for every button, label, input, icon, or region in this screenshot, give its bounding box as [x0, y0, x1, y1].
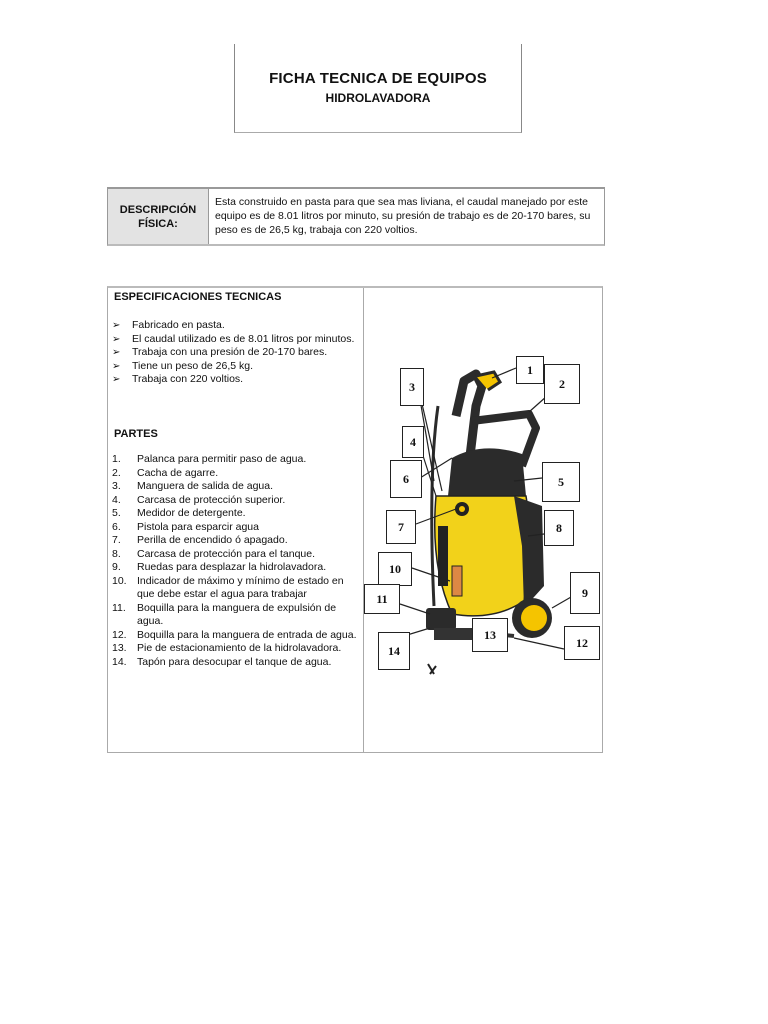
wheel-hub	[521, 605, 547, 631]
spec-item	[112, 319, 357, 333]
yellow-body	[435, 496, 530, 616]
description-label-line2: FÍSICA:	[138, 217, 178, 230]
part-number: 3.	[112, 480, 121, 492]
part-text: Medidor de detergente.	[137, 507, 246, 519]
part-number: 6.	[112, 520, 121, 533]
part-item	[112, 561, 360, 575]
callout-8: 8	[544, 510, 574, 546]
callout-9: 9	[570, 572, 600, 614]
part-number: 5.	[112, 507, 121, 519]
rotation-arrow-glyph	[428, 664, 436, 674]
part-item	[112, 548, 360, 562]
bullet-arrow-icon: ➢	[112, 320, 121, 331]
part-number: 2.	[112, 466, 121, 479]
callout-3: 3	[400, 368, 424, 406]
part-text: Tapón para desocupar el tanque de agua.	[137, 655, 332, 668]
description-text: Esta construido en pasta para que sea mas liviana, el caudal manejado por este equipo es de 8.01 litros por minuto, su presión de trabajo es de 20-170 bares, su peso es de 26,5 kg, trabaja con 220 voltios.	[215, 196, 591, 236]
part-item	[112, 507, 360, 521]
document-subtitle: HIDROLAVADORA	[325, 91, 431, 105]
part-number: 8.	[112, 547, 121, 560]
part-item	[112, 494, 360, 508]
part-number: 11.	[112, 601, 126, 614]
part-text: Boquilla para la manguera de expulsión de agua.	[137, 601, 337, 627]
part-number: 4.	[112, 493, 121, 506]
part-text: Pie de estacionamiento de la hidrolavadora.	[137, 642, 342, 654]
part-text: Pistola para esparcir agua	[137, 520, 259, 533]
spec-item	[112, 333, 357, 347]
part-text: Cacha de agarre.	[137, 466, 219, 479]
part-text: Carcasa de protección superior.	[137, 493, 286, 506]
outlet-nozzle	[426, 608, 456, 630]
spec-item-text: Tiene un peso de 26,5 kg.	[132, 359, 254, 372]
spec-item-text: Trabaja con una presión de 20-170 bares.	[132, 346, 328, 358]
bullet-arrow-icon: ➢	[112, 360, 121, 372]
callout-7: 7	[386, 510, 416, 544]
part-number: 7.	[112, 534, 121, 546]
part-text: Carcasa de protección para el tanque.	[137, 547, 316, 560]
part-text: Perilla de encendido ó apagado.	[137, 534, 288, 546]
callout-6: 6	[390, 460, 422, 498]
pressure-washer-illustration	[364, 346, 602, 686]
base-foot	[434, 628, 474, 640]
document-title: FICHA TECNICA DE EQUIPOS	[269, 70, 487, 87]
bullet-arrow-icon: ➢	[112, 333, 121, 345]
parts-list	[112, 453, 360, 669]
part-item	[112, 602, 360, 629]
part-text: Palanca para permitir paso de agua.	[137, 453, 307, 465]
part-text: Manguera de salida de agua.	[137, 480, 274, 492]
specs-title: ESPECIFICACIONES TECNICAS	[114, 291, 282, 303]
part-item	[112, 453, 360, 467]
part-item	[112, 656, 360, 670]
callout-13: 13	[472, 618, 508, 652]
part-number: 14.	[112, 655, 127, 668]
spec-item-text: Fabricado en pasta.	[132, 319, 225, 331]
part-item	[112, 575, 360, 602]
description-label	[108, 189, 208, 244]
callout-5: 5	[542, 462, 580, 502]
bullet-arrow-icon: ➢	[112, 347, 121, 358]
water-level-indicator	[452, 566, 462, 596]
part-number: 10.	[112, 574, 127, 587]
callout-11: 11	[364, 584, 400, 614]
callout-1: 1	[516, 356, 544, 384]
description-table	[107, 187, 605, 246]
callout-10: 10	[378, 552, 412, 586]
spec-item-text: Trabaja con 220 voltios.	[132, 373, 244, 385]
part-item	[112, 642, 360, 656]
power-knob-center	[459, 506, 465, 512]
part-number: 13.	[112, 642, 127, 654]
callout-12: 12	[564, 626, 600, 660]
part-number: 9.	[112, 561, 121, 573]
spec-item-text: El caudal utilizado es de 8.01 litros por minutos.	[132, 332, 355, 345]
bullet-arrow-icon: ➢	[112, 374, 121, 385]
part-item	[112, 521, 360, 535]
part-item	[112, 629, 360, 643]
specs-list	[112, 319, 357, 387]
title-box	[234, 44, 522, 133]
spec-item	[112, 373, 357, 387]
part-text: Indicador de máximo y mínimo de estado en que debe estar el agua para trabajar	[137, 574, 344, 600]
part-text: Ruedas para desplazar la hidrolavadora.	[137, 561, 327, 573]
part-number: 12.	[112, 628, 127, 641]
table-divider	[208, 189, 209, 244]
spec-item	[112, 360, 357, 374]
description-label-line1: DESCRIPCIÓN	[119, 203, 197, 216]
callout-4: 4	[402, 426, 424, 458]
parts-title: PARTES	[114, 428, 158, 440]
part-text: Boquilla para la manguera de entrada de agua.	[137, 628, 357, 641]
part-item	[112, 480, 360, 494]
part-number: 1.	[112, 453, 121, 465]
callout-2: 2	[544, 364, 580, 404]
part-item	[112, 467, 360, 481]
part-item	[112, 534, 360, 548]
upper-housing	[448, 448, 526, 496]
spec-item	[112, 346, 357, 360]
callout-14: 14	[378, 632, 410, 670]
handle-frame-left	[456, 374, 482, 456]
